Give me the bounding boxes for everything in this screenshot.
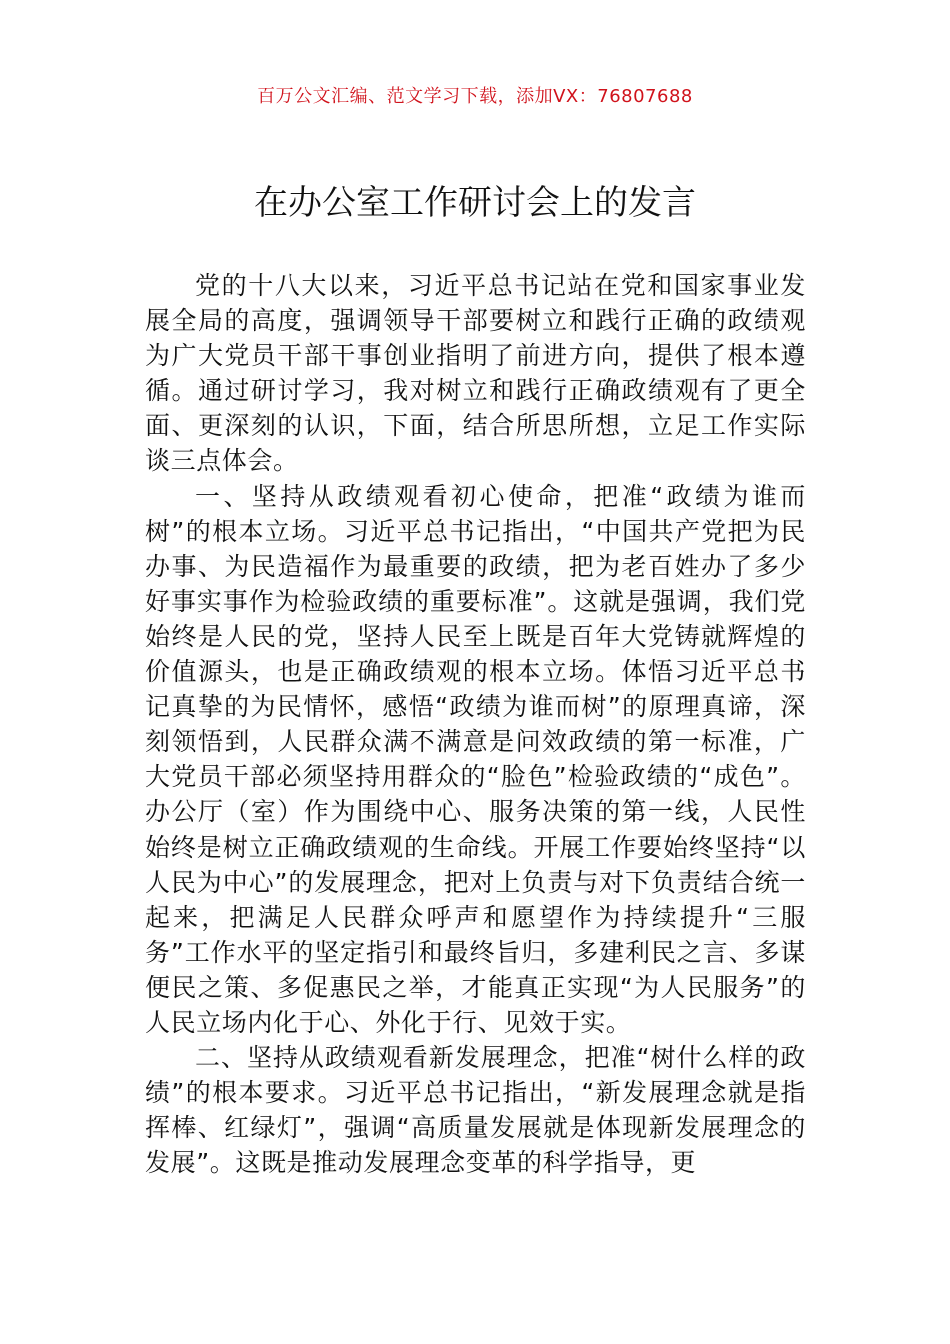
paragraph-section-two: 二、坚持从政绩观看新发展理念，把准“树什么样的政绩”的根本要求。习近平总书记指出，“新发展理念就是指挥棒、红绿灯”，强调“高质量发展就是体现新发展理念的发展”。这既是推动发展理念变革的科学指导，更 bbox=[145, 1043, 806, 1178]
document-title: 在办公室工作研讨会上的发言 bbox=[254, 183, 696, 223]
paragraph-section-one: 一、坚持从政绩观看初心使命，把准“政绩为谁而树”的根本立场。习近平总书记指出，“中国共产党把为民办事、为民造福作为最重要的政绩，把为老百姓办了多少好事实事作为检验政绩的重要标准”。这就是强调，我们党始终是人民的党，坚持人民至上既是百年大党铸就辉煌的价值源头，也是正确政绩观的根本立场。体悟习近平总书记真挚的为民情怀，感悟“政绩为谁而树”的原理真谛，深刻领悟到，人民群众满不满意是问效政绩的第一标准，广大党员干部必须坚持用群众的“脸色”检验政绩的“成色”。办公厅（室）作为围绕中心、服务决策的第一线，人民性始终是树立正确政绩观的生命线。开展工作要始终坚持“以人民为中心”的发展理念，把对上负责与对下负责结合统一起来，把满足人民群众呼声和愿望作为持续提升“三服务”工作水平的坚定指引和最终旨归，多建利民之言、多谋便民之策、多促惠民之举，才能真正实现“为人民服务”的人民立场内化于心、外化于行、见效于实。 bbox=[145, 481, 806, 1037]
header-note: 百万公文汇编、范文学习下载，添加VX：76807688 bbox=[257, 86, 693, 107]
document-body bbox=[145, 268, 806, 1180]
paragraph-intro: 党的十八大以来，习近平总书记站在党和国家事业发展全局的高度，强调领导干部要树立和践行正确的政绩观为广大党员干部干事创业指明了前进方向，提供了根本遵循。通过研讨学习，我对树立和践行正确政绩观有了更全面、更深刻的认识，下面，结合所思所想，立足工作实际谈三点体会。 bbox=[145, 271, 806, 476]
